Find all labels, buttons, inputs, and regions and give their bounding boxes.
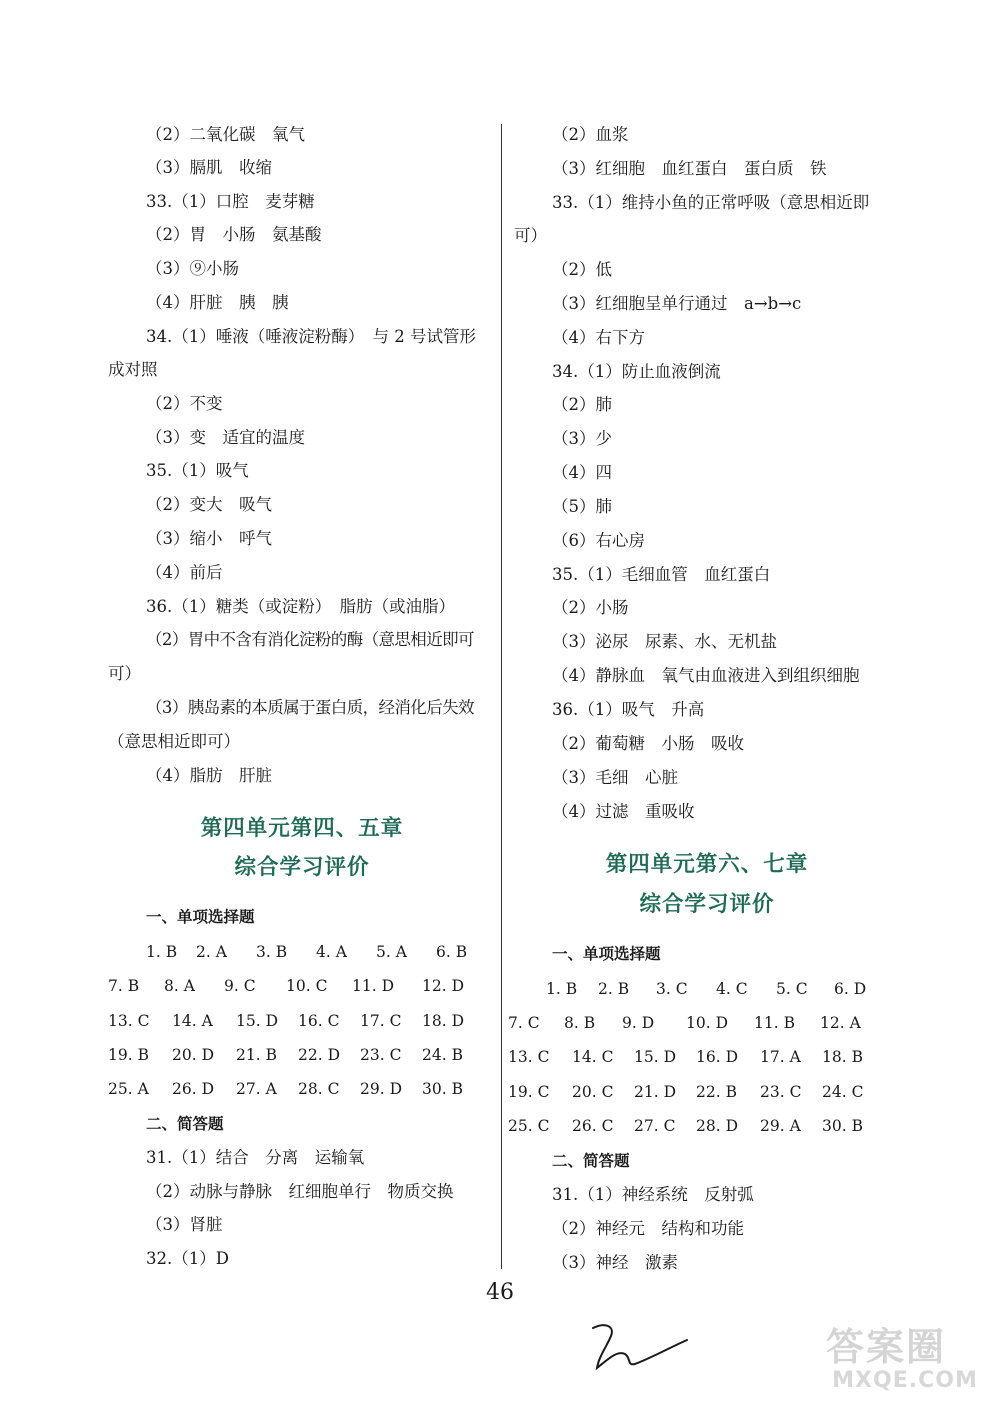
choice-answer: 24. B (422, 1046, 463, 1064)
answer-line: 34.（1）唾液（唾液淀粉酶） 与 2 号试管形 (146, 327, 476, 346)
column-divider (501, 124, 502, 1269)
choice-answer: 14. A (172, 1012, 213, 1030)
watermark (820, 1316, 990, 1402)
choice-answer: 5. C (776, 980, 808, 998)
choice-answer: 27. A (236, 1080, 277, 1098)
choice-answer: 11. D (352, 977, 395, 995)
choice-answer: 6. B (436, 943, 468, 961)
choice-answer: 26. C (572, 1117, 614, 1135)
answer-line: （2）肺 (552, 395, 612, 414)
choice-answer: 8. B (564, 1014, 596, 1032)
choice-answer: 26. D (172, 1080, 215, 1098)
choice-answer: 16. D (696, 1048, 739, 1066)
choice-answer: 9. C (224, 977, 256, 995)
choice-answer: 18. D (422, 1012, 465, 1030)
choice-answer: 25. C (508, 1117, 550, 1135)
answer-line: （6）右心房 (552, 531, 645, 550)
choice-row (108, 1044, 496, 1068)
answer-line: （3）少 (552, 429, 612, 448)
choice-answer: 28. C (298, 1080, 340, 1098)
choice-answer: 5. A (376, 943, 407, 961)
choice-answer: 4. C (716, 980, 748, 998)
choice-answer: 7. B (108, 977, 140, 995)
choice-answer: 13. C (108, 1012, 150, 1030)
answer-line: （3）缩小 呼气 (146, 529, 272, 548)
answer-line: （3）毛细 心脏 (552, 768, 678, 787)
answer-line: （3）红细胞 血红蛋白 蛋白质 铁 (552, 159, 827, 178)
answer-line: 32.（1）D (146, 1249, 229, 1268)
answer-line: （3）神经 激素 (552, 1253, 678, 1272)
choice-row (108, 1078, 496, 1102)
answer-line: （5）肺 (552, 497, 612, 516)
choice-row (514, 978, 900, 1002)
answer-line: （4）脂肪 肝脏 (146, 766, 272, 785)
answer-line: （3）胰岛素的本质属于蛋白质，经消化后失效 (146, 698, 474, 717)
choice-answer: 1. B (146, 943, 178, 961)
answer-line: （4）前后 (146, 563, 223, 582)
choice-answer: 2. A (196, 943, 227, 961)
choice-answer: 10. C (286, 977, 328, 995)
choice-answer: 3. C (656, 980, 688, 998)
choice-answer: 18. B (822, 1048, 863, 1066)
answer-line: （3）红细胞呈单行通过 a→b→c (552, 294, 802, 313)
choice-answer: 15. D (236, 1012, 279, 1030)
section-title: 第四单元第六、七章 (605, 852, 809, 877)
answer-line: （4）静脉血 氧气由血液进入到组织细胞 (552, 666, 860, 685)
answer-line: 31.（1）神经系统 反射弧 (552, 1185, 754, 1204)
choice-answer: 6. D (834, 980, 867, 998)
choice-answer: 8. A (164, 977, 195, 995)
choice-answer: 21. B (236, 1046, 277, 1064)
watermark-site: MXQE.COM (832, 1368, 978, 1393)
page-number: 46 (486, 1280, 514, 1305)
section-title: 第四单元第四、五章 (200, 816, 404, 841)
choice-answer: 12. D (422, 977, 465, 995)
choice-row (108, 1010, 496, 1034)
choice-row (508, 1046, 900, 1070)
answer-line: （2）低 (552, 260, 612, 279)
answer-line: （3）膈肌 收缩 (146, 158, 272, 177)
choice-answer: 4. A (316, 943, 347, 961)
answer-line: （2）神经元 结构和功能 (552, 1219, 744, 1238)
section-subtitle: 综合学习评价 (234, 855, 370, 880)
choice-row (108, 941, 496, 965)
choice-answer: 30. B (822, 1117, 863, 1135)
choice-answer: 10. D (686, 1014, 729, 1032)
choice-answer: 17. A (760, 1048, 801, 1066)
answer-line: 可） (108, 664, 141, 683)
answer-line: （3）⑨小肠 (146, 259, 239, 278)
choice-answer: 28. D (696, 1117, 739, 1135)
choice-answer: 27. C (634, 1117, 676, 1135)
choice-answer: 2. B (598, 980, 630, 998)
answer-line: （2）动脉与静脉 红细胞单行 物质交换 (146, 1182, 454, 1201)
choice-answer: 22. D (298, 1046, 341, 1064)
answer-line: 可） (514, 226, 547, 245)
section-subtitle: 综合学习评价 (639, 892, 775, 917)
choice-answer: 25. A (108, 1080, 149, 1098)
answer-line: 36.（1）糖类（或淀粉） 脂肪（或油脂） (146, 597, 455, 616)
answer-line: （2）变大 吸气 (146, 495, 272, 514)
choice-answer: 16. C (298, 1012, 340, 1030)
answer-line: （2）血浆 (552, 125, 629, 144)
answer-line: 36.（1）吸气 升高 (552, 700, 705, 719)
choice-row (508, 1115, 900, 1139)
answer-line: 33.（1）口腔 麦芽糖 (146, 192, 315, 211)
answer-line: （3）变 适宜的温度 (146, 428, 305, 447)
choice-answer: 23. C (760, 1083, 802, 1101)
choice-answer: 12. A (820, 1014, 861, 1032)
answer-line: 34.（1）防止血液倒流 (552, 362, 721, 381)
choice-answer: 23. C (360, 1046, 402, 1064)
section-heading-choice: 一、单项选择题 (146, 908, 255, 926)
answer-line: 成对照 (108, 360, 158, 379)
choice-answer: 9. D (622, 1014, 655, 1032)
choice-answer: 20. D (172, 1046, 215, 1064)
choice-row (508, 1012, 900, 1036)
answer-line: （2）葡萄糖 小肠 吸收 (552, 734, 744, 753)
choice-answer: 24. C (822, 1083, 864, 1101)
choice-row (508, 1081, 900, 1105)
choice-answer: 3. B (256, 943, 288, 961)
answer-line: （2）小肠 (552, 598, 629, 617)
section-heading-short: 二、简答题 (146, 1115, 224, 1133)
choice-answer: 15. D (634, 1048, 677, 1066)
answer-line: （3）泌尿 尿素、水、无机盐 (552, 632, 777, 651)
choice-answer: 29. A (760, 1117, 801, 1135)
choice-answer: 21. D (634, 1083, 677, 1101)
choice-answer: 30. B (422, 1080, 463, 1098)
answer-line: （3）肾脏 (146, 1215, 223, 1234)
choice-answer: 29. D (360, 1080, 403, 1098)
answer-line: （2）二氧化碳 氧气 (146, 125, 305, 144)
choice-answer: 1. B (546, 980, 578, 998)
answer-line: （2）胃 小肠 氨基酸 (146, 225, 322, 244)
choice-answer: 20. C (572, 1083, 614, 1101)
answer-line: （4）右下方 (552, 328, 645, 347)
section-heading-choice: 一、单项选择题 (552, 945, 661, 963)
section-heading-short: 二、简答题 (552, 1152, 630, 1170)
choice-answer: 7. C (508, 1014, 540, 1032)
answer-line: （4）过滤 重吸收 (552, 802, 695, 821)
answer-line: 35.（1）吸气 (146, 461, 249, 480)
choice-answer: 17. C (360, 1012, 402, 1030)
choice-answer: 14. C (572, 1048, 614, 1066)
answer-line: 31.（1）结合 分离 运输氧 (146, 1148, 365, 1167)
answer-line: 35.（1）毛细血管 血红蛋白 (552, 565, 771, 584)
answer-line: 33.（1）维持小鱼的正常呼吸（意思相近即 (552, 193, 870, 212)
choice-answer: 19. B (108, 1046, 149, 1064)
answer-line: （4）四 (552, 463, 612, 482)
answer-line: （2）胃中不含有消化淀粉的酶（意思相近即可 (146, 630, 474, 649)
answer-line: （2）不变 (146, 394, 223, 413)
answer-line: （4）肝脏 胰 胰 (146, 293, 289, 312)
choice-answer: 19. C (508, 1083, 550, 1101)
choice-answer: 11. B (754, 1014, 795, 1032)
watermark-logo: 答案圈 (826, 1325, 947, 1369)
choice-answer: 13. C (508, 1048, 550, 1066)
choice-answer: 22. B (696, 1083, 737, 1101)
handwritten-signature (585, 1320, 695, 1380)
choice-row (108, 975, 496, 999)
answer-line: （意思相近即可） (108, 732, 240, 751)
